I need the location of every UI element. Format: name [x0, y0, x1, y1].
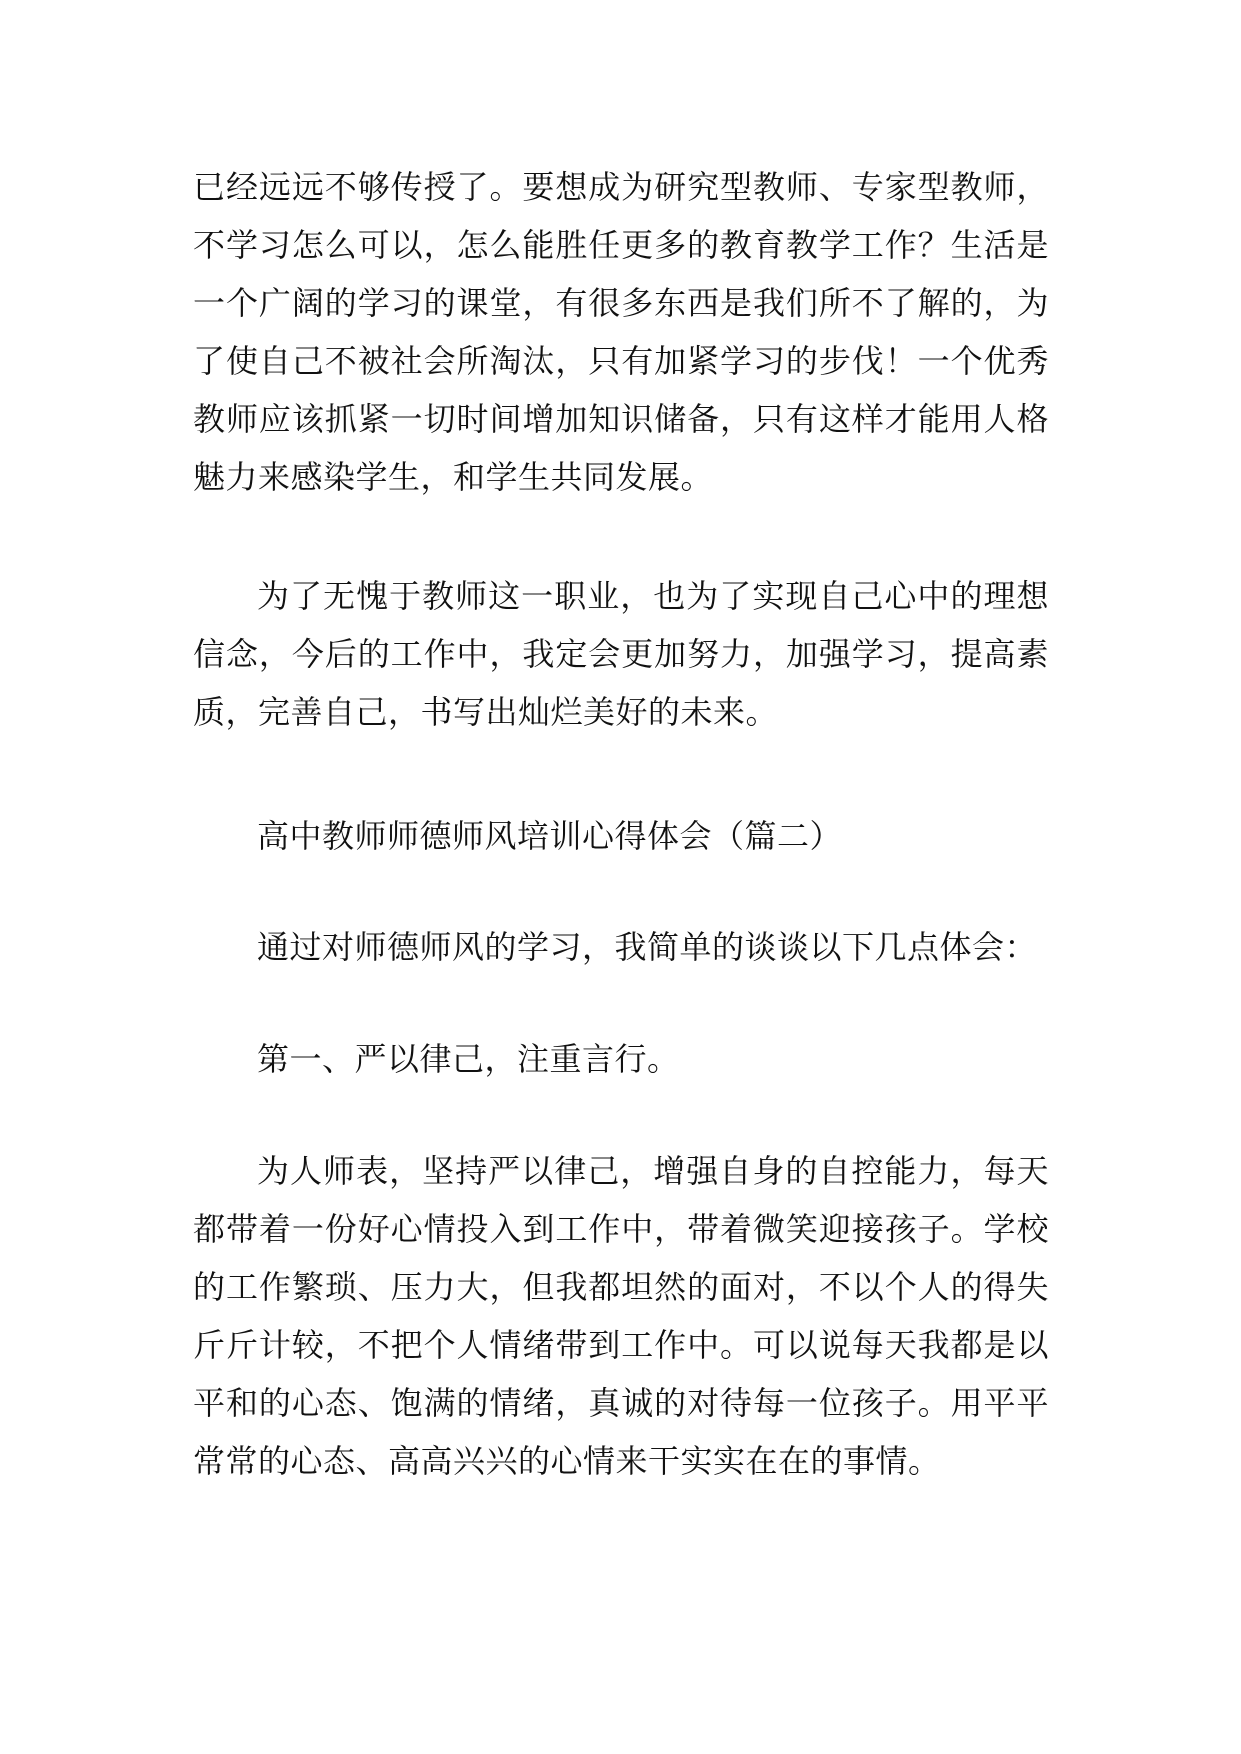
- paragraph-intro: 通过对师德师风的学习，我简单的谈谈以下几点体会：: [257, 928, 1038, 966]
- paragraph-resolution: 为了无愧于教师这一职业，也为了实现自己心中的理想信念，今后的工作中，我定会更加努力，加强学习，提高素质，完善自己，书写出灿烂美好的未来。: [193, 577, 1049, 731]
- section-heading: 高中教师师德师风培训心得体会（篇二）: [257, 817, 843, 855]
- paragraph-body: 为人师表，坚持严以律己，增强自身的自控能力，每天都带着一份好心情投入到工作中，带着微笑迎接孩子。学校的工作繁琐、压力大，但我都坦然的面对，不以个人的得失斤斤计较，不把个人情绪带到工作中。可以说每天我都是以平和的心态、饱满的情绪，真诚的对待每一位孩子。用平平常常的心态、高高兴兴的心情来干实实在在的事情。: [193, 1152, 1049, 1480]
- point-heading-first: 第一、严以律己，注重言行。: [257, 1040, 680, 1078]
- paragraph-continued: 已经远远不够传授了。要想成为研究型教师、专家型教师，不学习怎么可以，怎么能胜任更多的教育教学工作？生活是一个广阔的学习的课堂，有很多东西是我们所不了解的，为了使自己不被社会所淘汰，只有加紧学习的步伐！一个优秀教师应该抓紧一切时间增加知识储备，只有这样才能用人格魅力来感染学生，和学生共同发展。: [193, 168, 1049, 496]
